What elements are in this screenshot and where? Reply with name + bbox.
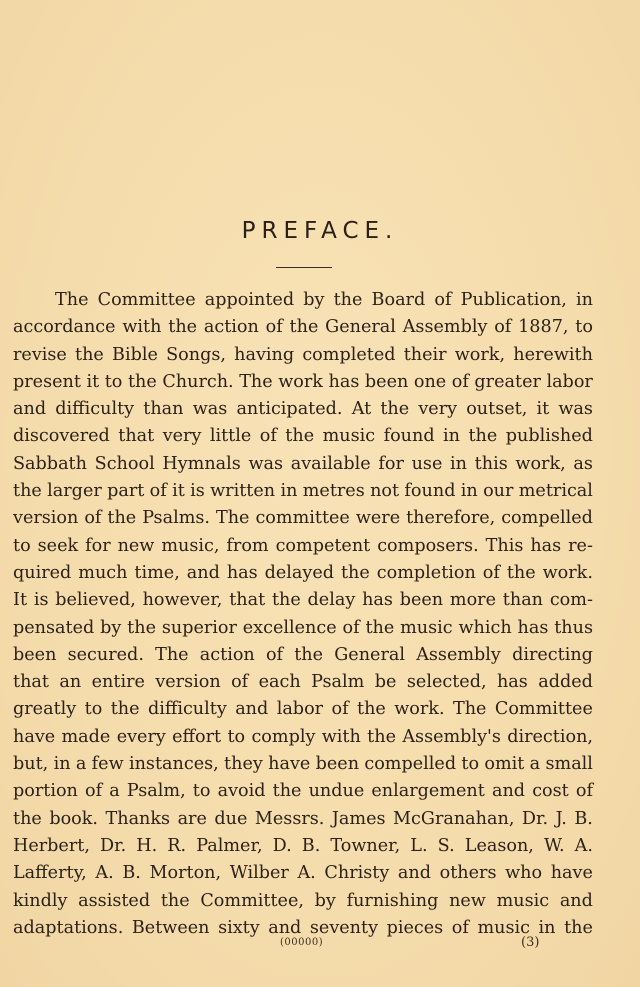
word: book. xyxy=(49,808,99,829)
word: S. xyxy=(437,835,455,856)
signature-mark: (00000) xyxy=(280,937,324,948)
word: Christy xyxy=(324,863,390,884)
word: was xyxy=(558,399,593,420)
word: excellence xyxy=(242,617,337,638)
word: Hymnals xyxy=(162,453,241,474)
word: a xyxy=(529,754,541,775)
word: the xyxy=(75,344,104,365)
word: music, xyxy=(161,535,220,556)
text-line xyxy=(13,287,593,314)
word: present xyxy=(13,371,81,392)
word: as xyxy=(573,453,593,474)
word: direction, xyxy=(507,726,593,747)
word: their xyxy=(403,344,447,365)
word: 1887, xyxy=(518,317,569,338)
word: work, xyxy=(454,344,506,365)
word: by xyxy=(314,890,336,911)
word: available xyxy=(290,453,371,474)
word: in xyxy=(53,754,71,775)
word: compelled xyxy=(501,508,593,529)
word: and xyxy=(491,781,526,802)
word: Thanks xyxy=(105,808,171,829)
word: music xyxy=(322,426,376,447)
word: action xyxy=(203,317,259,338)
word: metres xyxy=(302,481,365,502)
word: com- xyxy=(549,590,593,611)
word: greatly xyxy=(13,699,77,720)
word: having xyxy=(234,344,295,365)
word: the xyxy=(13,481,42,502)
word: Palmer, xyxy=(196,835,263,856)
word: new xyxy=(117,535,155,556)
word: herewith xyxy=(513,344,593,365)
word: composers. xyxy=(377,535,479,556)
word: B. xyxy=(574,808,593,829)
word: A. xyxy=(95,863,114,884)
word: Leason, xyxy=(464,835,534,856)
word: compelled xyxy=(364,754,457,775)
word: has xyxy=(530,535,562,556)
word: discovered xyxy=(13,426,110,447)
word: thus xyxy=(554,617,593,638)
text-line xyxy=(13,860,593,887)
word: W. xyxy=(543,835,565,856)
word: others xyxy=(439,863,497,884)
word: Herbert, xyxy=(13,835,90,856)
word: of xyxy=(494,317,512,338)
word: use xyxy=(411,453,443,474)
word: in xyxy=(576,290,593,310)
word: The xyxy=(55,290,89,310)
word: the xyxy=(380,399,410,420)
word: the xyxy=(289,317,319,338)
word: to xyxy=(461,754,480,775)
word: that xyxy=(13,672,49,693)
word: added xyxy=(538,672,593,693)
word: with xyxy=(321,726,361,747)
word: and xyxy=(397,863,431,884)
word: and xyxy=(268,917,302,938)
word: labor xyxy=(546,371,593,392)
word: of xyxy=(451,917,469,938)
word: General xyxy=(325,317,396,338)
word: the xyxy=(357,699,386,720)
word: anticipated. xyxy=(236,399,343,420)
word: who xyxy=(505,863,543,884)
word: This xyxy=(485,535,524,556)
text-line xyxy=(13,560,593,587)
word: Lafferty, xyxy=(13,863,87,884)
word: that xyxy=(118,426,155,447)
word: have xyxy=(13,726,56,747)
word: the xyxy=(168,317,198,338)
word: instances, xyxy=(128,754,219,775)
word: B. xyxy=(122,863,141,884)
word: difficulty xyxy=(55,399,135,420)
word: than xyxy=(143,399,184,420)
word: the xyxy=(127,371,157,392)
word: was xyxy=(248,453,284,474)
word: revise xyxy=(13,344,67,365)
word: has xyxy=(496,672,528,693)
page-title: PREFACE. xyxy=(241,218,399,244)
word: by xyxy=(100,617,122,638)
word: few xyxy=(91,754,124,775)
text-line xyxy=(13,423,593,450)
word: one xyxy=(413,371,447,392)
word: directing xyxy=(512,644,593,665)
word: version xyxy=(155,672,221,693)
text-line xyxy=(13,533,593,560)
word: the xyxy=(271,590,301,611)
word: re- xyxy=(568,535,593,556)
word: small xyxy=(545,754,593,775)
word: in xyxy=(280,481,298,502)
word: Songs, xyxy=(166,344,226,365)
word: new xyxy=(449,890,486,911)
text-line xyxy=(13,451,593,478)
word: of xyxy=(575,781,593,802)
word: is xyxy=(190,481,205,502)
text-line xyxy=(13,314,593,341)
word: larger xyxy=(47,481,102,502)
word: the xyxy=(506,562,536,583)
word: Between xyxy=(131,917,210,938)
word: was xyxy=(192,399,228,420)
word: H. xyxy=(136,835,158,856)
word: been xyxy=(399,590,444,611)
word: from xyxy=(226,535,269,556)
text-line xyxy=(13,696,593,723)
text-line xyxy=(13,778,593,805)
word: delayed xyxy=(264,562,335,583)
word: accordance xyxy=(13,317,116,338)
word: music xyxy=(400,617,453,638)
word: A. xyxy=(297,863,316,884)
word: to xyxy=(575,317,593,338)
word: undue xyxy=(308,781,365,802)
word: music xyxy=(477,917,530,938)
word: The xyxy=(155,644,189,665)
word: assisted xyxy=(78,890,151,911)
word: entire xyxy=(91,672,145,693)
word: published xyxy=(505,426,593,447)
word: the xyxy=(340,562,370,583)
word: with xyxy=(122,317,162,338)
word: The xyxy=(239,371,273,392)
word: has xyxy=(517,617,549,638)
word: J. xyxy=(555,808,567,829)
word: competent xyxy=(275,535,371,556)
word: of xyxy=(451,371,469,392)
word: Psalm xyxy=(311,672,365,693)
text-line xyxy=(13,369,593,396)
word: and xyxy=(13,399,47,420)
word: Morton, xyxy=(149,863,222,884)
word: the xyxy=(127,617,156,638)
word: but, xyxy=(13,754,49,775)
word: written xyxy=(210,481,276,502)
word: James xyxy=(331,808,386,829)
word: by xyxy=(303,290,325,310)
word: the xyxy=(110,699,140,720)
text-line xyxy=(13,478,593,505)
word: of xyxy=(331,699,349,720)
word: a xyxy=(109,781,120,802)
word: an xyxy=(59,672,82,693)
word: Assembly xyxy=(402,317,488,338)
word: to xyxy=(84,699,103,720)
word: a xyxy=(75,754,87,775)
text-line xyxy=(13,642,593,669)
word: Psalm, xyxy=(126,781,186,802)
word: much xyxy=(78,562,128,583)
word: adaptations. xyxy=(13,917,124,938)
text-line xyxy=(13,833,593,860)
word: been xyxy=(364,371,409,392)
word: of xyxy=(231,672,249,693)
text-line xyxy=(13,669,593,696)
word: labor xyxy=(276,699,324,720)
preface-paragraph xyxy=(13,287,593,942)
word: to xyxy=(227,726,246,747)
word: selected, xyxy=(406,672,487,693)
word: to xyxy=(104,371,123,392)
word: of xyxy=(149,481,167,502)
word: the xyxy=(468,426,498,447)
word: work. xyxy=(542,562,593,583)
word: believed, xyxy=(55,590,136,611)
word: are xyxy=(177,808,207,829)
text-line xyxy=(13,342,593,369)
word: greater xyxy=(474,371,541,392)
text-line xyxy=(13,587,593,614)
word: At xyxy=(351,399,372,420)
word: Assembly xyxy=(416,644,501,665)
word: time, xyxy=(134,562,180,583)
word: found xyxy=(383,426,435,447)
word: Psalms. xyxy=(142,508,211,529)
word: of xyxy=(85,781,103,802)
word: has xyxy=(328,371,360,392)
word: pieces xyxy=(386,917,444,938)
word: the xyxy=(285,426,315,447)
word: part xyxy=(107,481,145,502)
word: of xyxy=(342,617,360,638)
word: the xyxy=(365,617,395,638)
word: been xyxy=(315,754,360,775)
text-line xyxy=(13,724,593,751)
word: version xyxy=(13,508,79,529)
word: in xyxy=(443,426,461,447)
word: in xyxy=(450,453,467,474)
word: of xyxy=(265,317,283,338)
word: committee xyxy=(255,508,350,529)
word: the xyxy=(160,890,190,911)
word: enlargement xyxy=(371,781,485,802)
word: secured. xyxy=(67,644,144,665)
text-line xyxy=(13,396,593,423)
text-line xyxy=(13,505,593,532)
word: omit xyxy=(484,754,525,775)
word: music xyxy=(496,890,550,911)
word: B. xyxy=(301,835,321,856)
word: has xyxy=(226,562,258,583)
word: seek xyxy=(37,535,79,556)
word: avoid xyxy=(217,781,266,802)
word: The xyxy=(215,508,250,529)
word: work. xyxy=(394,699,445,720)
word: outset, xyxy=(466,399,528,420)
word: comply xyxy=(251,726,316,747)
word: appointed xyxy=(204,290,295,310)
word: which xyxy=(458,617,512,638)
word: be xyxy=(374,672,397,693)
word: not xyxy=(370,481,400,502)
page-number: (3) xyxy=(521,935,540,950)
word: the xyxy=(564,917,593,938)
word: seventy xyxy=(309,917,379,938)
word: Bible xyxy=(112,344,158,365)
word: of xyxy=(265,644,284,665)
title-rule xyxy=(276,267,332,268)
word: in xyxy=(538,917,556,938)
word: it xyxy=(86,371,100,392)
word: portion xyxy=(13,781,78,802)
text-line xyxy=(13,806,593,833)
word: The xyxy=(452,699,487,720)
word: kindly xyxy=(13,890,68,911)
word: more xyxy=(449,590,497,611)
word: made xyxy=(61,726,111,747)
word: General xyxy=(334,644,405,665)
word: Towner, xyxy=(330,835,401,856)
word: the xyxy=(13,808,42,829)
word: of xyxy=(482,562,500,583)
word: Church. xyxy=(162,371,234,392)
word: little xyxy=(209,426,252,447)
text-line xyxy=(13,888,593,915)
word: the xyxy=(333,290,363,310)
word: has xyxy=(362,590,393,611)
word: for xyxy=(85,535,111,556)
word: every xyxy=(116,726,166,747)
word: therefore, xyxy=(406,508,496,529)
word: superior xyxy=(161,617,237,638)
word: it xyxy=(536,399,550,420)
word: this xyxy=(474,453,508,474)
word: furnishing xyxy=(346,890,439,911)
word: work xyxy=(278,371,323,392)
word: very xyxy=(162,426,202,447)
word: cost xyxy=(532,781,569,802)
word: and xyxy=(559,890,593,911)
word: pensated xyxy=(13,617,95,638)
word: it xyxy=(172,481,185,502)
word: delay xyxy=(307,590,356,611)
word: found xyxy=(404,481,456,502)
word: Messrs. xyxy=(254,808,325,829)
word: Dr. xyxy=(100,835,127,856)
word: McGranahan, xyxy=(393,808,515,829)
word: of xyxy=(434,290,452,310)
word: and xyxy=(235,699,269,720)
word: L. xyxy=(410,835,428,856)
word: in xyxy=(460,481,478,502)
word: Publication, xyxy=(460,290,567,310)
word: the xyxy=(272,781,302,802)
word: Committee xyxy=(97,290,196,310)
word: Committee, xyxy=(200,890,304,911)
word: A. xyxy=(574,835,593,856)
word: effort xyxy=(172,726,222,747)
text-line xyxy=(13,751,593,778)
word: have xyxy=(268,754,311,775)
word: for xyxy=(378,453,404,474)
word: of xyxy=(259,426,277,447)
word: the xyxy=(107,508,137,529)
word: and xyxy=(186,562,220,583)
word: been xyxy=(13,644,57,665)
word: sixty xyxy=(218,917,260,938)
word: quired xyxy=(13,562,72,583)
word: metrical xyxy=(518,481,593,502)
word: due xyxy=(214,808,248,829)
word: than xyxy=(502,590,544,611)
word: School xyxy=(94,453,155,474)
word: that xyxy=(229,590,266,611)
word: work, xyxy=(515,453,566,474)
word: action xyxy=(199,644,255,665)
word: the xyxy=(294,644,324,665)
word: R. xyxy=(167,835,187,856)
word: of xyxy=(84,508,102,529)
word: difficulty xyxy=(147,699,227,720)
word: each xyxy=(258,672,301,693)
word: the xyxy=(367,726,396,747)
word: Assembly's xyxy=(402,726,501,747)
word: It xyxy=(13,590,28,611)
word: Board xyxy=(371,290,426,310)
word: to xyxy=(13,535,31,556)
word: they xyxy=(224,754,263,775)
word: D. xyxy=(272,835,292,856)
word: is xyxy=(33,590,49,611)
word: completed xyxy=(302,344,396,365)
word: Wilber xyxy=(229,863,289,884)
text-line xyxy=(13,615,593,642)
word: were xyxy=(355,508,401,529)
word: however, xyxy=(142,590,223,611)
word: our xyxy=(483,481,514,502)
word: Committee xyxy=(494,699,593,720)
word: to xyxy=(192,781,211,802)
word: Dr. xyxy=(521,808,549,829)
word: very xyxy=(418,399,458,420)
word: Sabbath xyxy=(13,453,87,474)
word: have xyxy=(550,863,593,884)
word: completion xyxy=(376,562,476,583)
